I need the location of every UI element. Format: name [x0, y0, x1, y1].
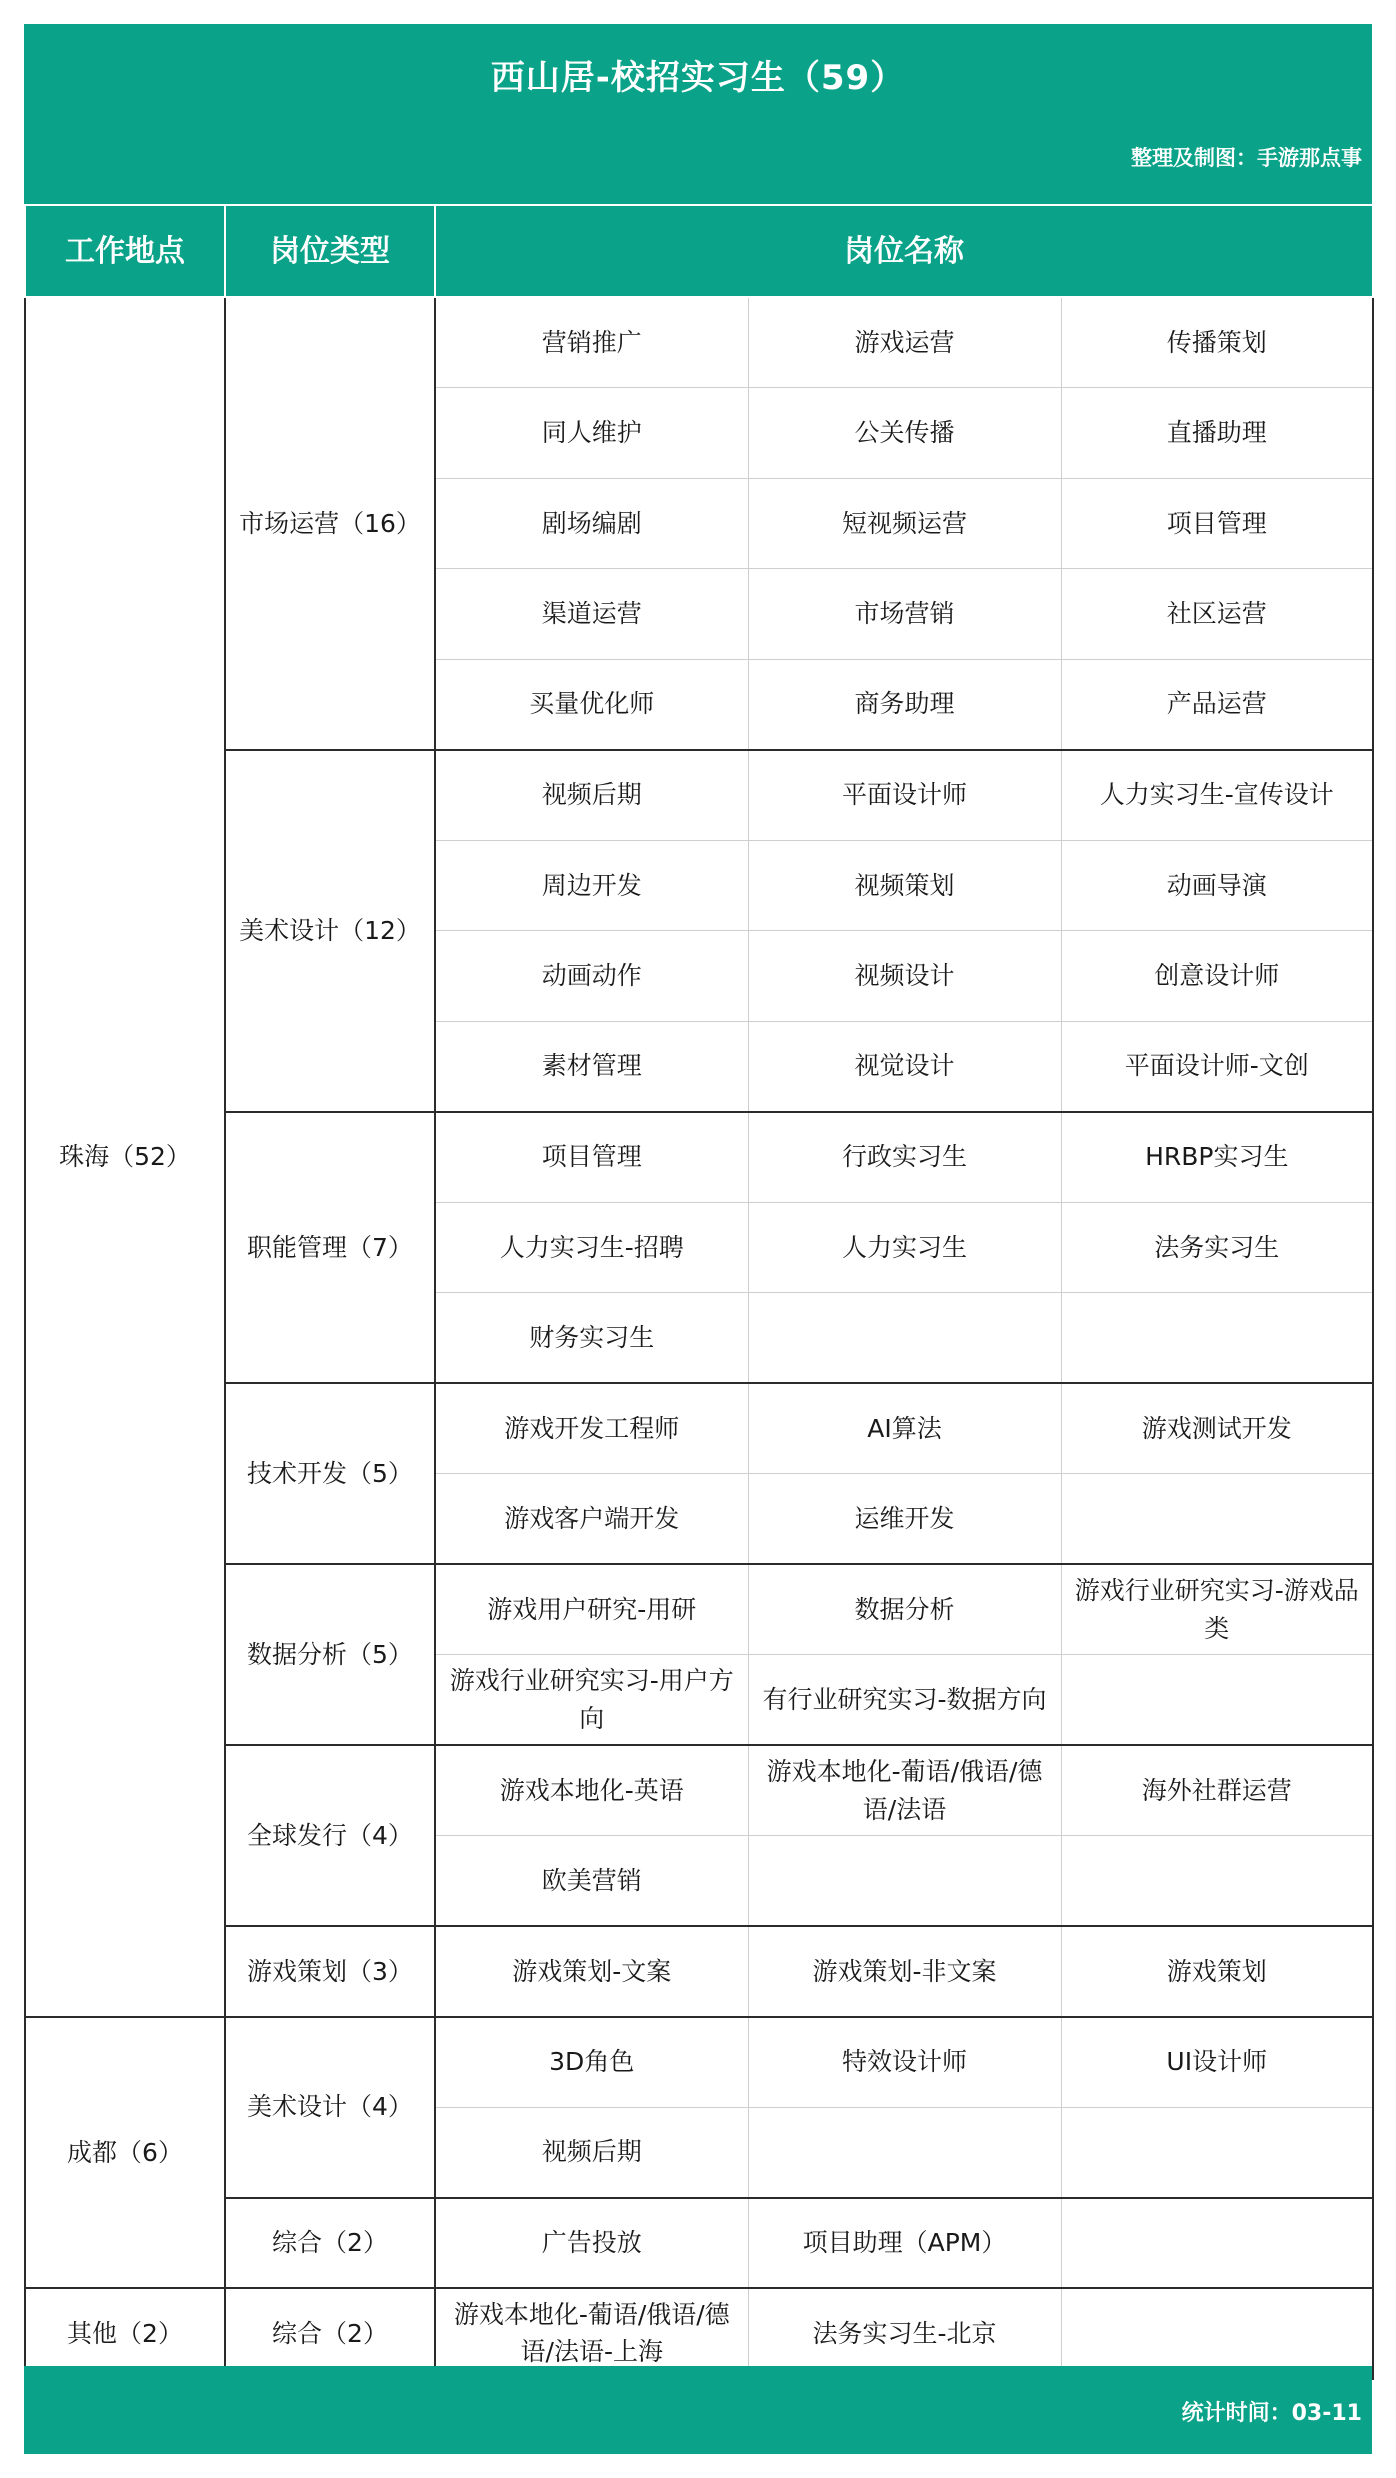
position-cell: [1061, 1293, 1373, 1384]
category-cell: 游戏策划（3）: [225, 1926, 435, 2017]
position-cell: 项目助理（APM）: [748, 2198, 1061, 2289]
position-cell: HRBP实习生: [1061, 1112, 1373, 1203]
position-cell: 人力实习生-宣传设计: [1061, 750, 1373, 841]
position-cell: 特效设计师: [748, 2017, 1061, 2108]
position-cell: 游戏运营: [748, 297, 1061, 388]
table-row: [25, 2288, 1373, 2379]
position-cell: 渠道运营: [435, 569, 748, 660]
position-cell: [748, 1293, 1061, 1384]
position-cell: 平面设计师: [748, 750, 1061, 841]
location-cell: 珠海（52）: [25, 297, 225, 2017]
position-cell: 游戏开发工程师: [435, 1383, 748, 1474]
position-cell: 运维开发: [748, 1474, 1061, 1565]
position-cell: 行政实习生: [748, 1112, 1061, 1203]
position-cell: [1061, 1474, 1373, 1565]
position-cell: 同人维护: [435, 388, 748, 479]
position-cell: 法务实习生: [1061, 1202, 1373, 1293]
position-cell: [1061, 1655, 1373, 1746]
position-cell: 数据分析: [748, 1564, 1061, 1655]
position-cell: 产品运营: [1061, 659, 1373, 750]
footer-banner: [24, 2366, 1372, 2454]
position-cell: AI算法: [748, 1383, 1061, 1474]
header-location: 工作地点: [25, 205, 225, 297]
position-cell: 素材管理: [435, 1021, 748, 1112]
position-cell: [1061, 2198, 1373, 2289]
page-title: 西山居-校招实习生（59）: [490, 58, 906, 98]
position-cell: 买量优化师: [435, 659, 748, 750]
position-cell: 动画导演: [1061, 840, 1373, 931]
position-cell: 有行业研究实习-数据方向: [748, 1655, 1061, 1746]
position-cell: 视频策划: [748, 840, 1061, 931]
position-cell: 游戏策划-文案: [435, 1926, 748, 2017]
position-cell: 游戏策划-非文案: [748, 1926, 1061, 2017]
position-cell: [1061, 1836, 1373, 1927]
table-row: [25, 1383, 1373, 1474]
position-cell: [1061, 2107, 1373, 2198]
position-cell: 游戏行业研究实习-游戏品类: [1061, 1564, 1373, 1655]
position-cell: 视频后期: [435, 2107, 748, 2198]
table-row: [25, 1926, 1373, 2017]
position-cell: 商务助理: [748, 659, 1061, 750]
location-cell: 成都（6）: [25, 2017, 225, 2289]
position-cell: 市场营销: [748, 569, 1061, 660]
position-cell: 创意设计师: [1061, 931, 1373, 1022]
stat-time: 统计时间：03-11: [1181, 2401, 1362, 2426]
position-cell: 法务实习生-北京: [748, 2288, 1061, 2379]
table-body: [25, 297, 1373, 2379]
location-cell: 其他（2）: [25, 2288, 225, 2379]
category-cell: 综合（2）: [225, 2288, 435, 2379]
poster-frame: [24, 24, 1372, 2454]
category-cell: 全球发行（4）: [225, 1745, 435, 1926]
position-cell: 社区运营: [1061, 569, 1373, 660]
position-cell: 动画动作: [435, 931, 748, 1022]
category-cell: 综合（2）: [225, 2198, 435, 2289]
position-cell: 游戏测试开发: [1061, 1383, 1373, 1474]
category-cell: 数据分析（5）: [225, 1564, 435, 1745]
table-row: [25, 2017, 1373, 2108]
position-cell: 3D角色: [435, 2017, 748, 2108]
position-cell: 周边开发: [435, 840, 748, 931]
position-cell: UI设计师: [1061, 2017, 1373, 2108]
credit-text: 整理及制图：手游那点事: [1131, 146, 1362, 170]
position-cell: [1061, 2288, 1373, 2379]
category-cell: 美术设计（12）: [225, 750, 435, 1112]
position-cell: 剧场编剧: [435, 478, 748, 569]
position-cell: 项目管理: [1061, 478, 1373, 569]
position-cell: 游戏本地化-英语: [435, 1745, 748, 1836]
position-cell: 广告投放: [435, 2198, 748, 2289]
position-cell: 项目管理: [435, 1112, 748, 1203]
title-banner: [24, 24, 1372, 204]
position-cell: 游戏策划: [1061, 1926, 1373, 2017]
header-name: 岗位名称: [435, 205, 1373, 297]
position-cell: 财务实习生: [435, 1293, 748, 1384]
table-row: [25, 1564, 1373, 1655]
position-cell: 平面设计师-文创: [1061, 1021, 1373, 1112]
position-cell: 营销推广: [435, 297, 748, 388]
position-cell: [748, 1836, 1061, 1927]
position-cell: 视频后期: [435, 750, 748, 841]
table-row: [25, 750, 1373, 841]
position-cell: 人力实习生: [748, 1202, 1061, 1293]
position-cell: 传播策划: [1061, 297, 1373, 388]
position-cell: 游戏本地化-葡语/俄语/德语/法语-上海: [435, 2288, 748, 2379]
category-cell: 职能管理（7）: [225, 1112, 435, 1384]
table-row: [25, 2198, 1373, 2289]
position-cell: 短视频运营: [748, 478, 1061, 569]
positions-table: [24, 204, 1374, 2380]
position-cell: 欧美营销: [435, 1836, 748, 1927]
table-row: [25, 1745, 1373, 1836]
position-cell: 公关传播: [748, 388, 1061, 479]
position-cell: 游戏客户端开发: [435, 1474, 748, 1565]
position-cell: 视觉设计: [748, 1021, 1061, 1112]
table-header-row: [25, 205, 1373, 297]
category-cell: 美术设计（4）: [225, 2017, 435, 2198]
table-row: [25, 1112, 1373, 1203]
position-cell: 游戏本地化-葡语/俄语/德语/法语: [748, 1745, 1061, 1836]
category-cell: 市场运营（16）: [225, 297, 435, 750]
position-cell: 游戏行业研究实习-用户方向: [435, 1655, 748, 1746]
header-type: 岗位类型: [225, 205, 435, 297]
category-cell: 技术开发（5）: [225, 1383, 435, 1564]
position-cell: 海外社群运营: [1061, 1745, 1373, 1836]
position-cell: 人力实习生-招聘: [435, 1202, 748, 1293]
position-cell: 视频设计: [748, 931, 1061, 1022]
position-cell: [748, 2107, 1061, 2198]
position-cell: 直播助理: [1061, 388, 1373, 479]
position-cell: 游戏用户研究-用研: [435, 1564, 748, 1655]
table-row: [25, 297, 1373, 388]
